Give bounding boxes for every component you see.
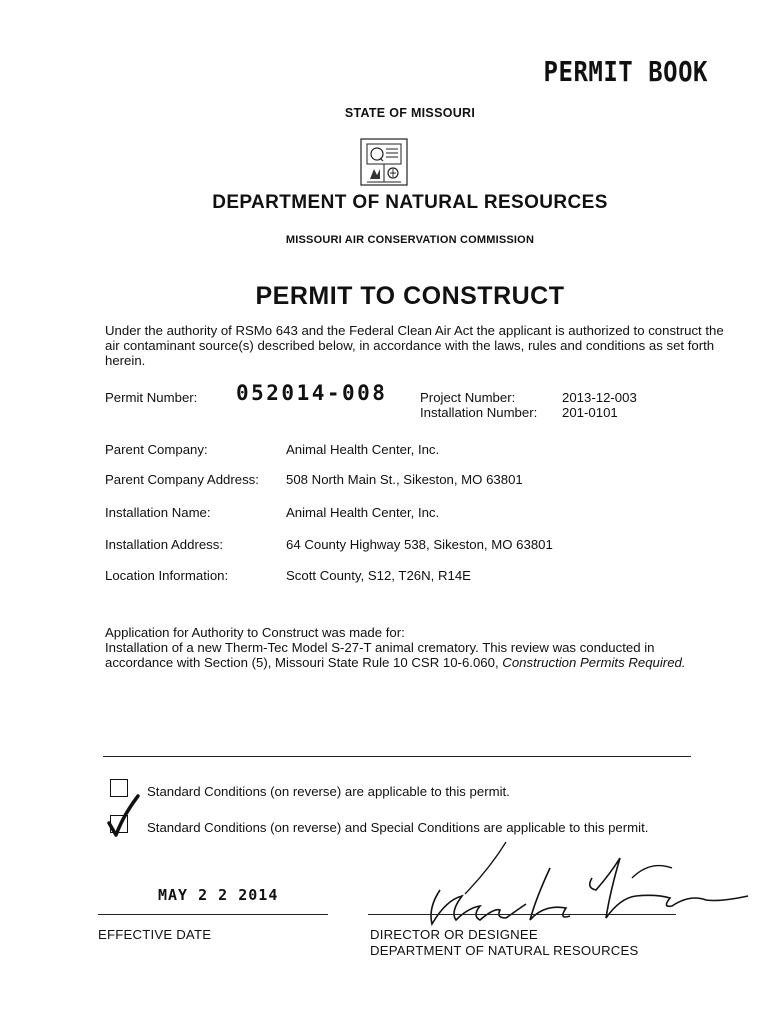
permit-number-value: 052014-008	[236, 381, 388, 405]
effective-date-line	[98, 914, 328, 915]
special-conditions-text: Standard Conditions (on reverse) and Special Conditions are applicable to this permit.	[147, 820, 649, 835]
application-body: Installation of a new Therm-Tec Model S-27-T animal crematory. This review was conducted in accordance with Section (5), Missouri State Rule 10 CSR 10-6.060,	[105, 640, 655, 670]
divider	[103, 756, 691, 757]
field-value: 508 North Main St., Sikeston, MO 63801	[286, 472, 523, 487]
department-heading: DEPARTMENT OF NATURAL RESOURCES	[212, 192, 608, 213]
field-installation-name	[105, 505, 439, 520]
field-label: Location Information:	[105, 568, 229, 583]
state-heading: STATE OF MISSOURI	[344, 106, 476, 120]
field-label: Installation Name:	[105, 505, 211, 520]
field-parent-company	[105, 442, 439, 457]
field-value: Animal Health Center, Inc.	[286, 505, 440, 520]
permit-book-stamp: PERMIT BOOK	[543, 55, 708, 89]
application-paragraph	[105, 625, 725, 670]
field-value: Animal Health Center, Inc.	[286, 442, 440, 457]
permit-number-label: Permit Number:	[105, 390, 198, 405]
director-label-block	[370, 927, 639, 959]
project-number-label: Project Number:	[420, 390, 516, 405]
project-number-value: 2013-12-003	[562, 390, 637, 405]
installation-number-label: Installation Number:	[420, 405, 538, 420]
standard-conditions-text: Standard Conditions (on reverse) are applicable to this permit.	[147, 784, 510, 799]
field-value: 64 County Highway 538, Sikeston, MO 63801	[286, 537, 553, 552]
permit-title: PERMIT TO CONSTRUCT	[255, 282, 565, 310]
director-signature	[410, 838, 750, 930]
commission-heading: MISSOURI AIR CONSERVATION COMMISSION	[285, 234, 535, 246]
department-seal-icon	[360, 138, 408, 186]
application-italic: Construction Permits Required.	[502, 655, 686, 670]
authority-paragraph: Under the authority of RSMo 643 and the Federal Clean Air Act the applicant is authorized to construct the air contaminant source(s) described below, in accordance with the laws, rules and conditions as set forth herein.	[105, 323, 724, 368]
project-info	[420, 390, 637, 420]
department-label: DEPARTMENT OF NATURAL RESOURCES	[370, 943, 639, 958]
application-heading: Application for Authority to Construct was made for:	[105, 625, 405, 640]
field-parent-company-address	[105, 472, 523, 487]
effective-date-label: EFFECTIVE DATE	[98, 927, 212, 942]
field-value: Scott County, S12, T26N, R14E	[286, 568, 471, 583]
field-label: Installation Address:	[105, 537, 224, 552]
installation-number-value: 201-0101	[562, 405, 618, 420]
field-location-information	[105, 568, 471, 583]
director-label: DIRECTOR OR DESIGNEE	[370, 927, 538, 942]
checkmark-icon	[106, 794, 140, 840]
field-label: Parent Company Address:	[105, 472, 259, 487]
field-label: Parent Company:	[105, 442, 208, 457]
signature-line	[368, 914, 676, 915]
field-installation-address	[105, 537, 553, 552]
effective-date-stamp: MAY 2 2 2014	[158, 886, 279, 904]
